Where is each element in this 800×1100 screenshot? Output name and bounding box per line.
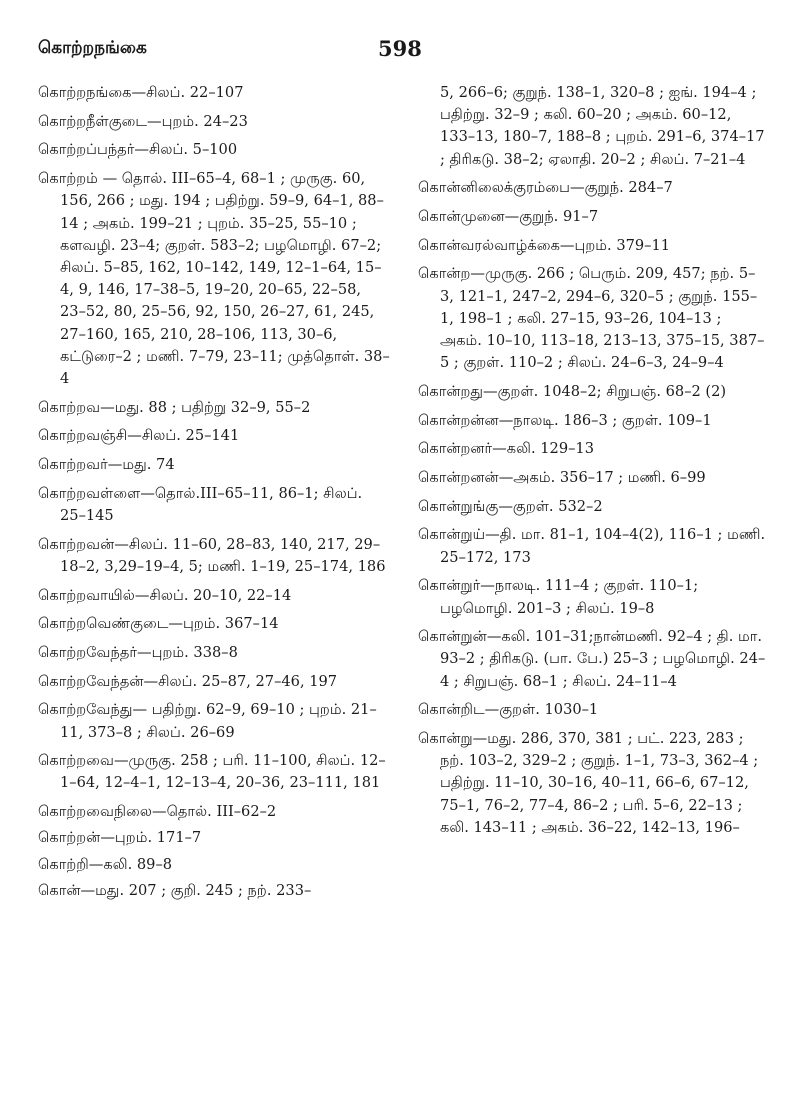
index-entry: கொற்றவஞ்சி—சிலப். 25–141 [38, 427, 240, 445]
page-number: 598 [378, 36, 422, 61]
index-entry: கொற்றவன்—சிலப். 11–60, 28–83, 140, 217, 29–18–2, 3,29–19–4, 5; மணி. 1–19, 25–174, 186 [38, 535, 386, 575]
index-entry: கொன்றனர்—கலி. 129–13 [418, 440, 594, 458]
index-entry: கொன்முனை—குறுந். 91–7 [418, 208, 599, 226]
index-entry: கொற்றநீள்குடை—புறம். 24–23 [38, 112, 248, 130]
index-entry: கொற்றி—கலி. 89–8 [38, 855, 173, 873]
index-entry: கொற்றவேந்தன்—சிலப். 25–87, 27–46, 197 [38, 672, 338, 690]
index-entry-continued: 5, 266–6; குறுந். 138–1, 320–8 ; ஐங். 194–4 ; பதிற்று. 32–9 ; கலி. 60–20 ; அகம். 60–12, 133–13, 180–7, 188–8 ; புறம். 291–6, 374–17 ; திரிகடு. 38–2; ஏலாதி. 20–2 ; சிலப். 7–21–4 [440, 84, 765, 168]
right-column [418, 82, 766, 846]
index-entry: கொற்றவர்—மது. 74 [38, 456, 175, 474]
index-entry: கொற்றவாயில்—சிலப். 20–10, 22–14 [38, 586, 292, 604]
index-entry: கொற்றம் — தொல். III–65–4, 68–1 ; முருகு. 60, 156, 266 ; மது. 194 ; பதிற்று. 59–9, 64–1, 88–14 ; அகம். 199–21 ; புறம். 35–25, 55–10 ; களவழி. 23–4; குறள். 583–2; பழமொழி. 67–2; சிலப். 5–85, 162, 10–142, 149, 12–1–64, 15–4, 9, 146, 17–38–5, 19–20, 20–65, 22–58, 23–52, 80, 25–56, 92, 150, 26–27, 61, 245, 27–160, 165, 210, 28–106, 113, 30–6, கட்டுரை–2 ; மணி. 7–79, 23–11; முத்தொள். 38–4 [38, 170, 390, 387]
running-head: கொற்றநங்கை [38, 38, 147, 58]
index-entry: கொற்றவள்ளை—தொல்.III–65–11, 86–1; சிலப். 25–145 [38, 484, 363, 524]
index-entry: கொன்—மது. 207 ; குறி. 245 ; நற். 233– [38, 881, 312, 899]
index-entry: கொன்றன்ன—நாலடி. 186–3 ; குறள். 109–1 [418, 411, 712, 429]
index-entry: கொன்றுன்—கலி. 101–31;நான்மணி. 92–4 ; தி. மா. 93–2 ; திரிகடு. (பா. பே.) 25–3 ; பழமொழி. 24–4 ; சிறுபஞ். 68–1 ; சிலப். 24–11–4 [418, 628, 766, 690]
index-entry: கொற்றவேந்தர்—புறம். 338–8 [38, 643, 238, 661]
left-column [38, 82, 390, 906]
index-entry: கொன்றனன்—அகம். 356–17 ; மணி. 6–99 [418, 469, 706, 487]
index-entry: கொன்வரல்வாழ்க்கை—புறம். 379–11 [418, 236, 671, 254]
index-entry: கொன்றுர்—நாலடி. 111–4 ; குறள். 110–1; பழமொழி. 201–3 ; சிலப். 19–8 [418, 577, 699, 617]
index-entry: கொன்னிலைக்குரம்பை—குறுந். 284–7 [418, 179, 673, 197]
index-entry: கொற்றப்பந்தர்—சிலப். 5–100 [38, 141, 238, 159]
index-entry: கொன்று—மது. 286, 370, 381 ; பட். 223, 283 ; நற். 103–2, 329–2 ; குறுந். 1–1, 73–3, 362–4 ; பதிற்று. 11–10, 30–16, 40–11, 66–6, 67–12, 75–1, 76–2, 77–4, 86–2 ; பரி. 5–6, 22–13 ; கலி. 143–11 ; அகம். 36–22, 142–13, 196– [418, 730, 759, 836]
index-entry: கொற்றநங்கை—சிலப். 22–107 [38, 84, 244, 101]
index-entry: கொற்றவை—முருகு. 258 ; பரி. 11–100, சிலப். 12–1–64, 12–4–1, 12–13–4, 20–36, 23–111, 181 [38, 752, 386, 792]
index-entry: கொன்றிட—குறள். 1030–1 [418, 701, 599, 719]
index-entry: கொன்றுய்—தி. மா. 81–1, 104–4(2), 116–1 ; மணி. 25–172, 173 [418, 526, 766, 566]
index-entry: கொற்றவேந்து— பதிற்று. 62–9, 69–10 ; புறம். 21–11, 373–8 ; சிலப். 26–69 [38, 701, 377, 741]
index-entry: கொற்றவைநிலை—தொல். III–62–2 [38, 803, 277, 821]
index-entry: கொற்றவ—மது. 88 ; பதிற்று 32–9, 55–2 [38, 398, 311, 416]
index-entry: கொன்ற—முருகு. 266 ; பெரும். 209, 457; நற். 5–3, 121–1, 247–2, 294–6, 320–5 ; குறுந். 155–1, 198–1 ; கலி. 27–15, 93–26, 104–13 ; அகம். 10–10, 113–18, 213–13, 375–15, 387–5 ; குறள். 110–2 ; சிலப். 24–6–3, 24–9–4 [418, 265, 765, 372]
index-entry: கொன்றது—குறள். 1048–2; சிறுபஞ். 68–2 (2) [418, 382, 727, 400]
index-entry: கொற்றன்—புறம். 171–7 [38, 829, 202, 847]
index-entry: கொன்றுங்கு—குறள். 532–2 [418, 497, 603, 515]
index-entry: கொற்றவெண்குடை—புறம். 367–14 [38, 615, 279, 633]
